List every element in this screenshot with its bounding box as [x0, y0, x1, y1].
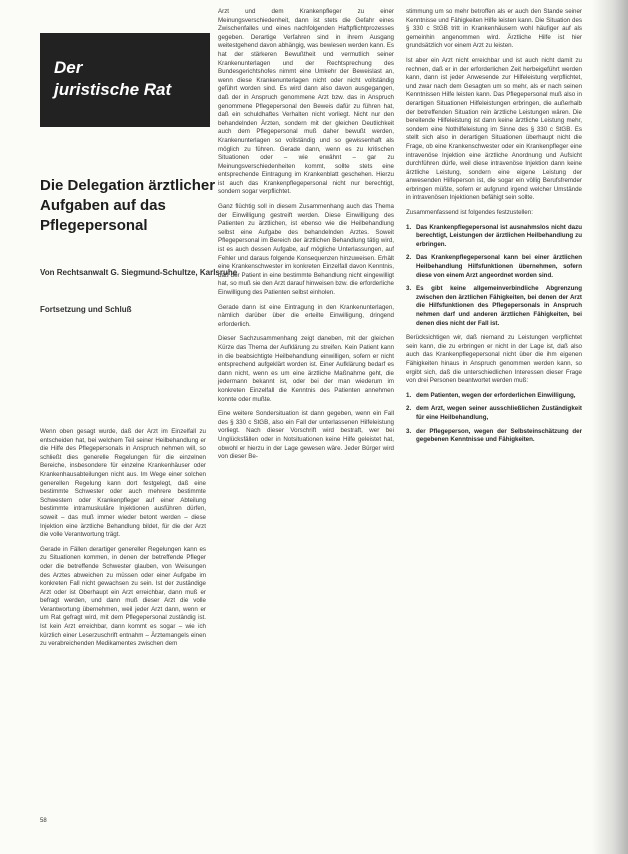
- banner-line-1: Der: [54, 58, 83, 77]
- text-column-3: [406, 8, 582, 451]
- column-banner: [40, 33, 210, 127]
- list-item: 2. dem Arzt, wegen seiner ausschließlichen Zuständigkeit für eine Heilbehandlung,: [406, 405, 582, 421]
- paragraph: Arzt und dem Krankenpfleger zu einer Meinungsverschiedenheit, dann ist stets die Gefahr eines Zwischenfalles und eines nachfolgenden Haftpflichtprozesses gegeben. Derartige Verfahren sind in ihrem Ausgang weitestgehend davon abhängig, was bewiesen werden kann. Es hat der stärkeren Bewußtheit und vermutlich seiner Krankenunterlagen und der Rechtsprechung des Bundesgerichtshofes nimmt eine Umkehr der Beweislast an, wenn diese Krankenunterlagen nicht oder nicht vollständig geführt worden sind. Es wird dann also davon ausgegangen, daß der in Anspruch genommene Arzt bzw. das in Anspruch genommene Pflegepersonal den Beweis dafür zu führen hat, daß ein schuldhaftes Verhalten nicht vorliegt. Nicht nur den behandelnden Ärzten, sondern mit der gleichen Deutlichkeit auch dem Pflegepersonal muß daher bewußt werden, Krankenunterlagen so vollständig und so gewissenhaft als möglich zu führen. Gerade dann, wenn es zu kritischen Situationen oder – wie erwähnt – gar zu Meinungsverschiedenheiten kommt, sollte stets eine entsprechende Eintragung im Krankenblatt geschehen. Hierzu ist auch das Krankenpflegepersonal nicht nur berechtigt, sondern sogar verpflichtet.: [218, 8, 394, 196]
- list-item: 1. dem Patienten, wegen der erforderlichen Einwilligung,: [406, 391, 576, 399]
- paragraph: Eine weitere Sondersituation ist dann gegeben, wenn ein Fall des § 330 c StGB, also ein Fall der unterlassenen Hilfeleistung vorliegt. Nach dieser Vorschrift wird bestraft, wer bei Unglücksfällen oder in Notsituationen keine Hilfe geleistet hat, obwohl er hierzu in der Lage gewesen wäre. Jeder Bürger wird von dieser Be-: [218, 410, 394, 461]
- paragraph: Wenn oben gesagt wurde, daß der Arzt im Einzelfall zu entscheiden hat, bei welchem Teil seiner Heilbehandlung er die Hilfe des Pflegepersonals in Anspruch nehmen will, so schließt dies generelle Regelungen für die einzelnen Bereiche, insbesondere für einzelne Krankenhäuser oder Krankenhausabteilungen nicht aus. Im Wege einer solchen generellen Regelung kann dort festgelegt, daß eine bestimmte Schwester oder auch mehrere bestimmte Schwestern oder Krankenpfleger auf einer Abteilung bestimmte intramuskuläre Injektionen ausführen dürfen, soweit – das muß immer wieder betont werden – diese Injektion eine ärztliche Behandlung bildet, für die der Arzt die volle Verantwortung trägt.: [40, 428, 206, 539]
- text-column-1: [40, 428, 206, 655]
- paragraph: Gerade dann ist eine Eintragung in den Krankenunterlagen, nämlich darüber über die erteilte Einwilligung, dringend erforderlich.: [218, 303, 394, 328]
- paragraph: Ganz flüchtig soll in diesem Zusammenhang auch das Thema der Einwilligung gestreift werden. Diese Einwilligung des Patienten zu ärztlichen, ist ebenso wie die Heilbehandlung selbst eine Aufgabe des behandelnden Arztes. Soweit Pflegepersonal im Bereich der ärztlichen Behandlung tätig wird, ist es auch dessen Aufgabe, auf mögliche Unterlassungen, auf Fehler und daraus folgende Konsequenzen hinzuweisen. Erhält eine Krankenschwester im konkreten Einzelfall davon Kenntnis, daß der Patient in eine bestimmte Behandlung nicht eingewilligt hat, so muß sie den Arzt darauf hinweisen bzw. die erforderliche Einwilligung des Patienten selbst einholen.: [218, 203, 394, 296]
- text-column-2: [218, 8, 394, 468]
- paragraph: Berücksichtigen wir, daß niemand zu Leistungen verpflichtet sein kann, die zu erbringen er nicht in der Lage ist, daß also auch das Krankenpflegepersonal nicht über die ihm eigenen Fähigkeiten hinaus in Anspruch genommen werden kann, so ergibt sich, daß die unterschiedlichen Interessen dieser Frage von drei Personen beantwortet werden muß:: [406, 334, 582, 385]
- article-title: Die Delegation ärztlicher Aufgaben auf das Pflegepersonal: [40, 177, 216, 234]
- paragraph: Gerade in Fällen derartiger genereller Regelungen kann es zu Situationen kommen, in denen der betreffende Pfleger oder die betreffende Schwester glauben, von Weisungen des Arztes abweichen zu müssen oder einer Aufgabe im konkreten Fall nicht gewachsen zu sein. Ist der zuständige Arzt oder ist Oberhaupt ein Arzt erreichbar, dann muß er befragt werden, und dann muß dieser Arzt die volle Verantwortung übernehmen, weil jeder Arzt dann, wenn er um Rat gefragt wird, mit dem Pflegepersonal zuständig ist. Ist kein Arzt erreichbar, dann kommt es sogar – wie ich kürzlich einer Leserzuschrift entnahm – Ärztemangels einen zu verabreichenden Medikamentes zwischen dem: [40, 545, 206, 648]
- article-author: Von Rechtsanwalt G. Siegmund-Schultze, Karlsruhe: [40, 268, 238, 277]
- banner-line-2: juristische Rat: [54, 80, 172, 99]
- paragraph: stimmung um so mehr betroffen als er auch den Stande seiner Kenntnisse und Fähigkeiten Hilfe leisten kann. Die Situation des § 330 c StGB tritt in Krankenhäusern wohl häufiger auf als gemeinhin angenommen wird. Ärztliche Hilfe ist hier grundsätzlich vor einem Arzt zu leisten.: [406, 8, 582, 50]
- list-item: 1. Das Krankenpflegepersonal ist ausnahmslos nicht dazu berechtigt, Leistungen der ärztlichen Heilbehandlung zu erbringen.: [406, 223, 582, 248]
- page-number: 58: [40, 818, 47, 824]
- paragraph: Zusammenfassend ist folgendes festzustellen:: [406, 209, 533, 217]
- list-item: 2. Das Krankenpflegepersonal kann bei einer ärztlichen Heilbehandlung Hilfsfunktionen übernehmen, sofern diese von einem Arzt angeordnet worden sind.: [406, 254, 582, 279]
- page-edge-shadow: [592, 0, 628, 854]
- list-item: 3. Es gibt keine allgemeinverbindliche Abgrenzung zwischen den ärztlichen Fähigkeiten, bei denen der Arzt die Hilfsfunktionen des Pflegepersonals in Anspruch nehmen darf und anderen ärztlichen Fähigkeiten, bei denen dies nicht der Fall ist.: [406, 285, 582, 327]
- persons-list: [406, 392, 582, 445]
- summary-list: [406, 224, 582, 329]
- paragraph: Dieser Sachzusammenhang zeigt daneben, mit der gleichen Kürze das Thema der Aufklärung zu streifen. Kein Patient kann in die beabsichtigte Heilbehandlung einwilligen, sofern er nicht entsprechend aufgeklärt worden ist. Einer Aufklärung bedarf es dann nicht, wenn es um eine ärztliche Maßnahme geht, die jedermann bekannt ist, oder bei der man wiederum im konkreten Einzelfall die Kenntnis des Patienten annehmen konnte oder mußte.: [218, 335, 394, 403]
- continuation-note: Fortsetzung und Schluß: [40, 305, 132, 314]
- list-item: 3. der Pflegeperson, wegen der Selbsteinschätzung der gegebenen Kenntnisse und Fähigkeiten.: [406, 427, 582, 444]
- paragraph: Ist aber ein Arzt nicht erreichbar und ist auch nicht damit zu rechnen, daß er in der erforderlichen Zeit herbeigeführt werden kann, dann ist jeder Anwesende zur Hilfeleistung verpflichtet, und zwar nach dem Gesagten um so mehr, als er nach seinen Kenntnissen Hilfe leisten kann. Das Pflegepersonal muß also in derartigen Situationen Hilfeleistungen erbringen, die außerhalb der betreffenden Situation rein ärztliche Leistungen wären. Die bereitende Hilfeleistung ist dann keine ärztliche Leistung mehr, sondern eine Nothilfeleistung im Sinne des § 330 c StGB. Es stellt sich also in derartigen Situationen überhaupt nicht die Frage, ob eine Krankenschwester oder ein Krankenpfleger eine intravenöse Injektion eine ärztliche Anordnung und Aufsicht durchführen dürfe, weil diese intravenöse Injektion dann keine ärztliche Leistung, sondern eine eigene Leistung der anwesenden Hilfeperson ist, die sogar ein völlig Berufsfremder erbringen müßte, sofern er aufgrund irgend welcher Umstände in intravenösen Injektionen befähigt sein sollte.: [406, 56, 582, 202]
